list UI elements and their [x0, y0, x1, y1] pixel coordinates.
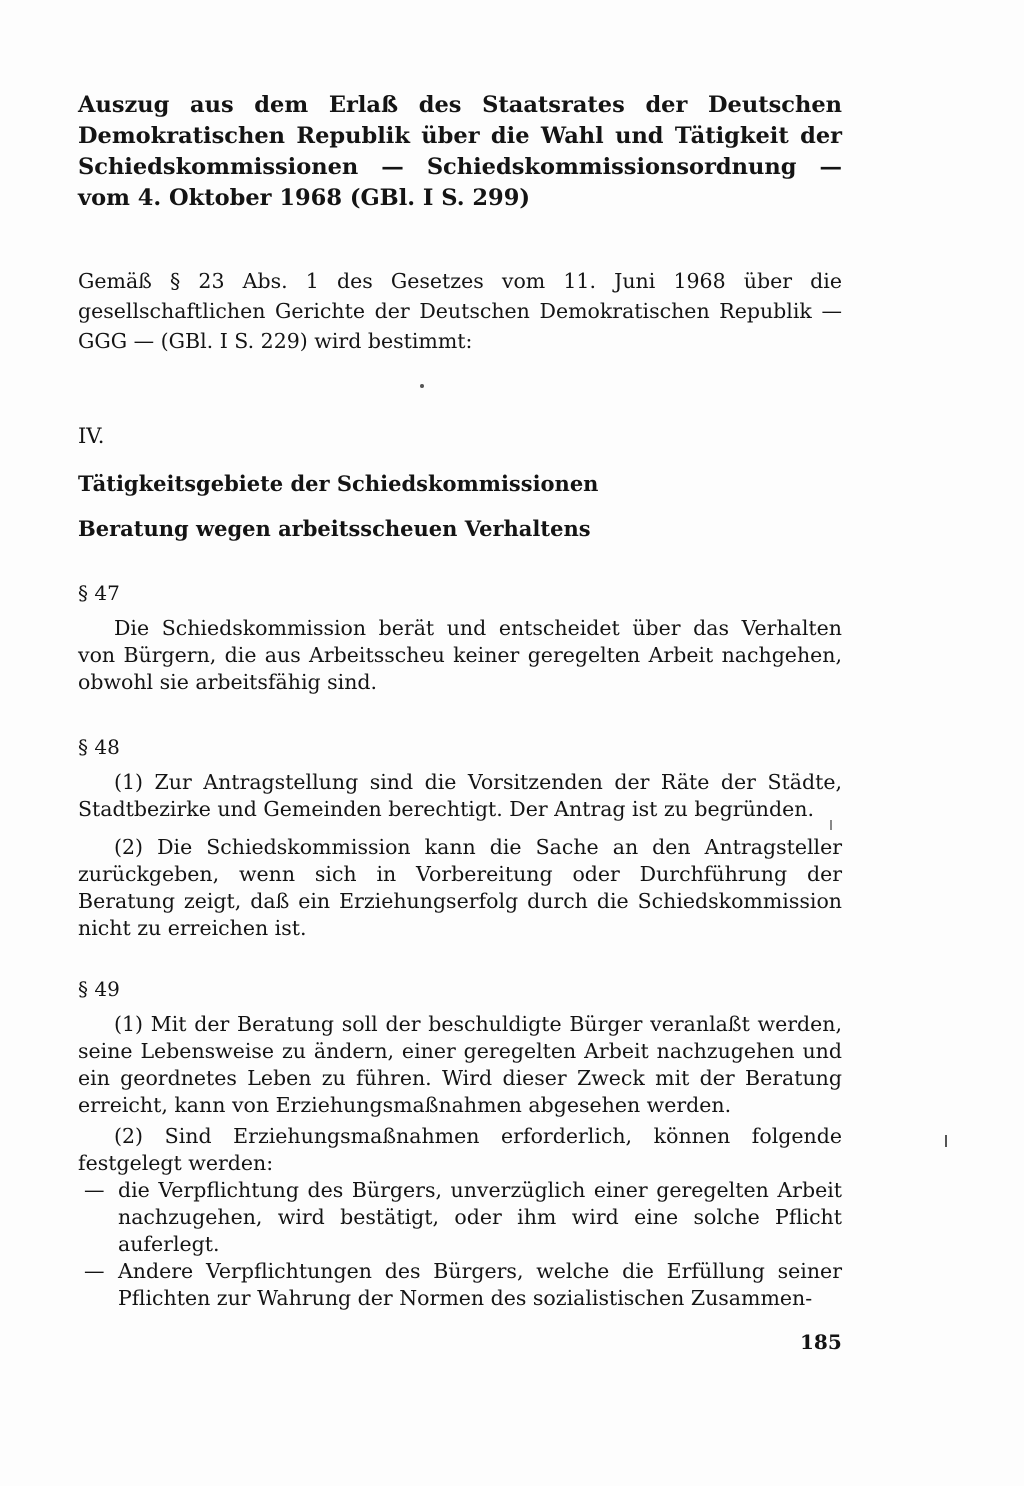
paragraph-47-text: Die Schiedskommission berät und entscheidet über das Verhalten von Bürgern, die aus Arbeitsscheu keiner geregelten Arbeit nachgehen, obwohl sie arbeitsfähig sind.: [78, 616, 842, 694]
document-heading: Auszug aus dem Erlaß des Staatsrates der Deutschen Demokratischen Republik über die Wahl und Tätigkeit der Schiedskommissionen — Schiedskommissionsordnung — vom 4. Oktober 1968 (GBl. I S. 299): [78, 92, 842, 211]
scan-speck: [830, 820, 832, 830]
section-title-areas: Tätigkeitsgebiete der Schiedskommissionen: [78, 471, 599, 496]
paragraph-49-number: § 49: [78, 977, 120, 1001]
dash-bullet: —: [84, 1259, 105, 1283]
list-item-text: die Verpflichtung des Bürgers, unverzüglich einer geregelten Arbeit nachzugehen, wird bestätigt, oder ihm wird eine solche Pflicht auferlegt.: [118, 1178, 842, 1256]
scan-speck: [420, 384, 424, 388]
page-number: 185: [800, 1330, 842, 1354]
list-item: [78, 1177, 842, 1258]
paragraph-48-subsection-2: (2) Die Schiedskommission kann die Sache an den Antragsteller zurückgeben, wenn sich in Vorbereitung oder Durchführung der Beratung zeigt, daß ein Erziehungserfolg durch die Schiedskommission nicht zu erreichen ist.: [78, 835, 842, 940]
section-title-consultation: Beratung wegen arbeitsscheuen Verhaltens: [78, 516, 591, 541]
dash-bullet: —: [84, 1178, 105, 1202]
paragraph-49-subsection-1: (1) Mit der Beratung soll der beschuldigte Bürger veranlaßt werden, seine Lebensweise zu ändern, einer geregelten Arbeit nachzugehen und ein geordnetes Leben zu führen. Wird dieser Zweck mit der Beratung erreicht, kann von Erziehungsmaßnahmen abgesehen werden.: [78, 1012, 842, 1117]
paragraph-49-subsection-2: (2) Sind Erziehungsmaßnahmen erforderlich, können folgende festgelegt werden:: [78, 1124, 842, 1175]
paragraph-48-number: § 48: [78, 735, 120, 759]
list-item: [78, 1258, 842, 1312]
scan-speck: [945, 1135, 947, 1147]
preamble-text: Gemäß § 23 Abs. 1 des Gesetzes vom 11. Juni 1968 über die gesellschaftlichen Gerichte der Deutschen Demokratischen Republik — GGG — (GBl. I S. 229) wird bestimmt:: [78, 269, 842, 353]
chapter-number: IV.: [78, 424, 105, 448]
paragraph-48-subsection-1: (1) Zur Antragstellung sind die Vorsitzenden der Räte der Städte, Stadtbezirke und Gemeinden berechtigt. Der Antrag ist zu begründen.: [78, 770, 842, 821]
paragraph-47-number: § 47: [78, 581, 120, 605]
list-item-text: Andere Verpflichtungen des Bürgers, welche die Erfüllung seiner Pflichten zur Wahrung der Normen des sozialistischen Zusammen-: [118, 1259, 842, 1310]
